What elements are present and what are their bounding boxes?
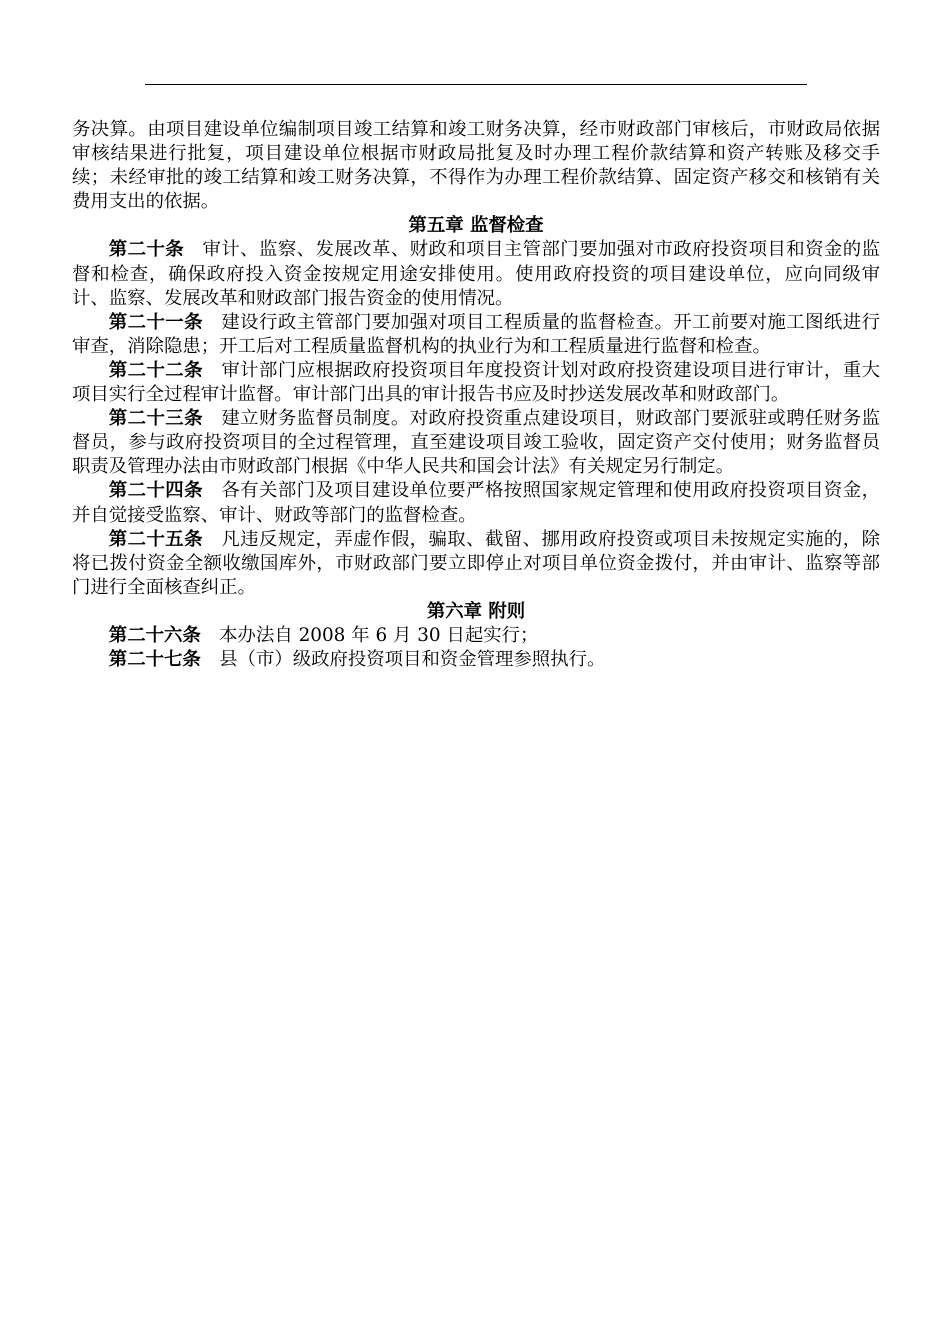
article-text: 建立财务监督员制度。对政府投资重点建设项目，财政部门要派驻或聘任财务监督员，参与政府投资项目的全过程管理，直至建设项目竣工验收，固定资产交付使用；财务监督员职责及管理办法由市财政部门根据《中华人民共和国会计法》有关规定另行制定。 <box>72 408 880 478</box>
article-25 <box>72 528 880 600</box>
article-number: 第二十四条 <box>108 480 203 502</box>
article-22 <box>72 359 880 407</box>
article-20 <box>72 238 880 310</box>
article-number: 第二十六条 <box>108 624 201 646</box>
header-rule <box>145 84 807 85</box>
article-number: 第二十三条 <box>108 408 203 430</box>
article-text: 审计部门应根据政府投资项目年度投资计划对政府投资建设项目进行审计，重大项目实行全过程审计监督。审计部门出具的审计报告书应及时抄送发展改革和财政部门。 <box>72 359 880 406</box>
article-21 <box>72 311 880 359</box>
paragraph-text: 务决算。由项目建设单位编制项目竣工结算和竣工财务决算，经市财政部门审核后，市财政局依据审核结果进行批复，项目建设单位根据市财政局批复及时办理工程价款结算和资产转账及移交手续；未经审批的竣工结算和竣工财务决算，不得作为办理工程价款结算、固定资产移交和核销有关费用支出的依据。 <box>72 119 880 213</box>
article-text: 各有关部门及项目建设单位要严格按照国家规定管理和使用政府投资项目资金，并自觉接受监察、审计、财政等部门的监督检查。 <box>72 480 880 526</box>
document-body <box>72 118 880 672</box>
chapter-heading-5: 第五章 监督检查 <box>408 215 544 237</box>
article-number: 第二十一条 <box>108 311 203 333</box>
chapter-heading-6: 第六章 附则 <box>426 600 526 622</box>
article-number: 第二十七条 <box>108 649 201 671</box>
article-text: 县（市）级政府投资项目和资金管理参照执行。 <box>219 649 606 671</box>
article-text: 本办法自 2008 年 6 月 30 日起实行； <box>219 624 539 646</box>
article-23 <box>72 407 880 479</box>
article-number: 第二十五条 <box>108 528 203 550</box>
article-27 <box>72 648 880 672</box>
article-text: 建设行政主管部门要加强对项目工程质量的监督检查。开工前要对施工图纸进行审查，消除隐患；开工后对工程质量监督机构的执业行为和工程质量进行监督和检查。 <box>72 311 880 357</box>
article-24 <box>72 479 880 527</box>
article-text: 凡违反规定，弄虚作假，骗取、截留、挪用政府投资或项目未按规定实施的，除将已拨付资金全额收缴国库外，市财政部门要立即停止对项目单位资金拨付，并由审计、监察等部门进行全面核查纠正。 <box>72 528 880 598</box>
article-number: 第二十条 <box>108 239 185 261</box>
article-26 <box>72 624 880 648</box>
article-text: 审计、监察、发展改革、财政和项目主管部门要加强对市政府投资项目和资金的监督和检查，确保政府投入资金按规定用途安排使用。使用政府投资的项目建设单位，应向同级审计、监察、发展改革和财政部门报告资金的使用情况。 <box>72 239 880 309</box>
paragraph-continuation <box>72 118 880 214</box>
article-number: 第二十二条 <box>108 359 203 381</box>
